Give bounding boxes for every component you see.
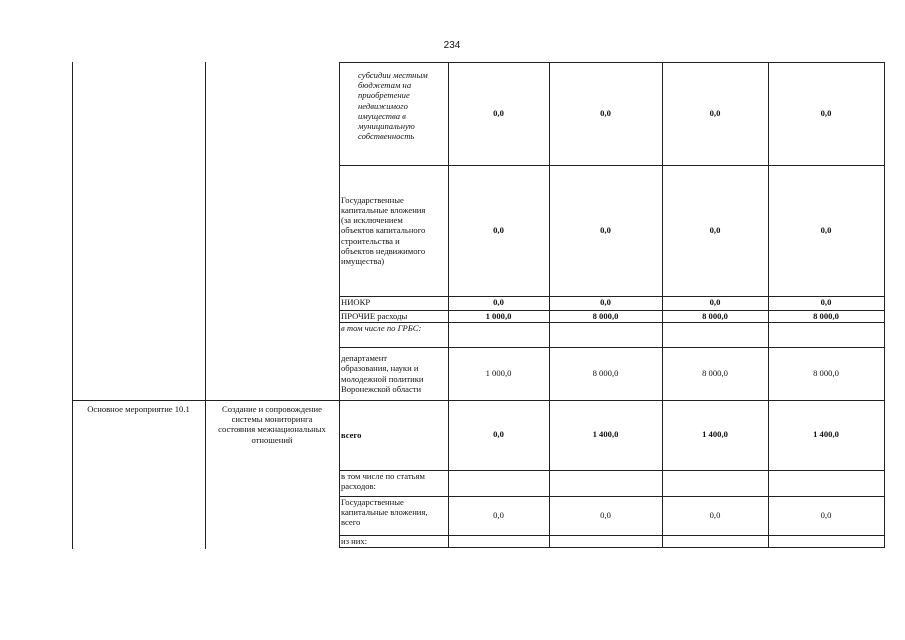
row-label-line: капитальные вложения, (341, 507, 428, 518)
row-label-line: субсидии местным (358, 70, 428, 80)
row-value: 0,0 (820, 224, 832, 235)
row-label-line: молодежной политики (341, 373, 424, 384)
row-label-line: Государственные (341, 194, 404, 205)
row-label-line: Воронежской области (341, 383, 422, 394)
row-label (341, 353, 446, 394)
col-border-measure (205, 62, 206, 549)
row-label (341, 536, 446, 546)
row-value: 0,0 (600, 107, 611, 118)
row-value: 8 000,0 (592, 311, 619, 321)
row-label (341, 471, 446, 491)
row-border (339, 400, 885, 401)
row-label-line: НИОКР (341, 297, 371, 307)
row-value: 0,0 (709, 509, 721, 520)
row-value: 8 000,0 (813, 367, 839, 378)
row-value: 0,0 (709, 297, 721, 307)
row-label-line: муниципальную (358, 121, 415, 132)
measure-title-line: Создание и сопровождение (222, 404, 322, 414)
row-label-line: расходов: (341, 481, 376, 492)
row-value: 0,0 (600, 224, 611, 235)
row-label-line: из них: (341, 536, 368, 546)
row-label-line: собственность (358, 131, 415, 142)
row-value: 0,0 (493, 224, 504, 235)
measure-title-line: состояния межнациональных (218, 424, 326, 435)
row-label (358, 70, 463, 141)
row-label-line: объектов капитального (341, 225, 426, 236)
row-label-line: объектов недвижимого (341, 245, 426, 256)
row-value: 1 400,0 (702, 429, 728, 439)
row-label (341, 323, 446, 333)
row-label-line: (за исключением (341, 215, 403, 226)
row-label-line: образования, науки и (341, 363, 419, 374)
row-border-left (72, 400, 339, 401)
row-label (341, 297, 446, 307)
row-label-line: в том числе по ГРБС: (341, 323, 422, 333)
row-label-line: имущества) (341, 256, 385, 267)
row-label-line: в том числе по статьям (341, 471, 425, 481)
row-label (341, 497, 446, 528)
col-border (884, 62, 885, 547)
row-value: 0,0 (820, 509, 832, 520)
row-label (341, 430, 446, 440)
row-value: 0,0 (820, 107, 832, 118)
row-label-line: ПРОЧИЕ расходы (341, 311, 408, 321)
row-value: 8 000,0 (702, 311, 728, 321)
row-label-line: бюджетам на (358, 80, 412, 91)
measure-title-line: системы мониторинга (231, 414, 313, 425)
row-value: 8 000,0 (702, 367, 728, 378)
row-label-line: всего (341, 429, 362, 440)
row-label-line: строительства и (341, 235, 400, 246)
row-border (339, 347, 885, 348)
row-value: 0,0 (600, 509, 611, 520)
row-label-line: департамент (341, 353, 388, 364)
row-label-line: приобретение (358, 90, 410, 101)
measure-label: Основное мероприятие 10.1 (87, 404, 190, 414)
row-label-line: всего (341, 517, 361, 528)
row-value: 0,0 (493, 297, 504, 307)
row-border (339, 62, 885, 63)
col-border-left (72, 62, 73, 549)
row-value: 1 400,0 (813, 429, 839, 439)
row-label (341, 195, 446, 266)
row-border (339, 165, 885, 166)
row-border (339, 547, 885, 548)
row-label-line: капитальные вложения (341, 205, 426, 215)
row-value: 0,0 (709, 107, 721, 118)
row-value: 0,0 (493, 107, 504, 118)
row-value: 1 000,0 (485, 367, 512, 378)
row-value: 0,0 (493, 509, 504, 520)
measure-title (205, 404, 339, 445)
row-value: 0,0 (709, 224, 721, 235)
row-label-line: имущества в (358, 110, 406, 121)
row-value: 1 400,0 (592, 429, 619, 439)
row-value: 0,0 (600, 297, 611, 307)
col-border (339, 62, 340, 547)
row-value: 0,0 (493, 429, 504, 439)
page-number: 234 (443, 40, 461, 51)
row-label-line: недвижимого (358, 100, 408, 111)
row-value: 1 000,0 (485, 311, 512, 321)
row-value: 0,0 (820, 297, 832, 307)
row-value: 8 000,0 (592, 367, 619, 378)
row-value: 8 000,0 (813, 311, 839, 321)
row-label (341, 311, 446, 321)
row-label-line: Государственные (341, 497, 404, 507)
measure-title-line: отношений (251, 434, 293, 445)
